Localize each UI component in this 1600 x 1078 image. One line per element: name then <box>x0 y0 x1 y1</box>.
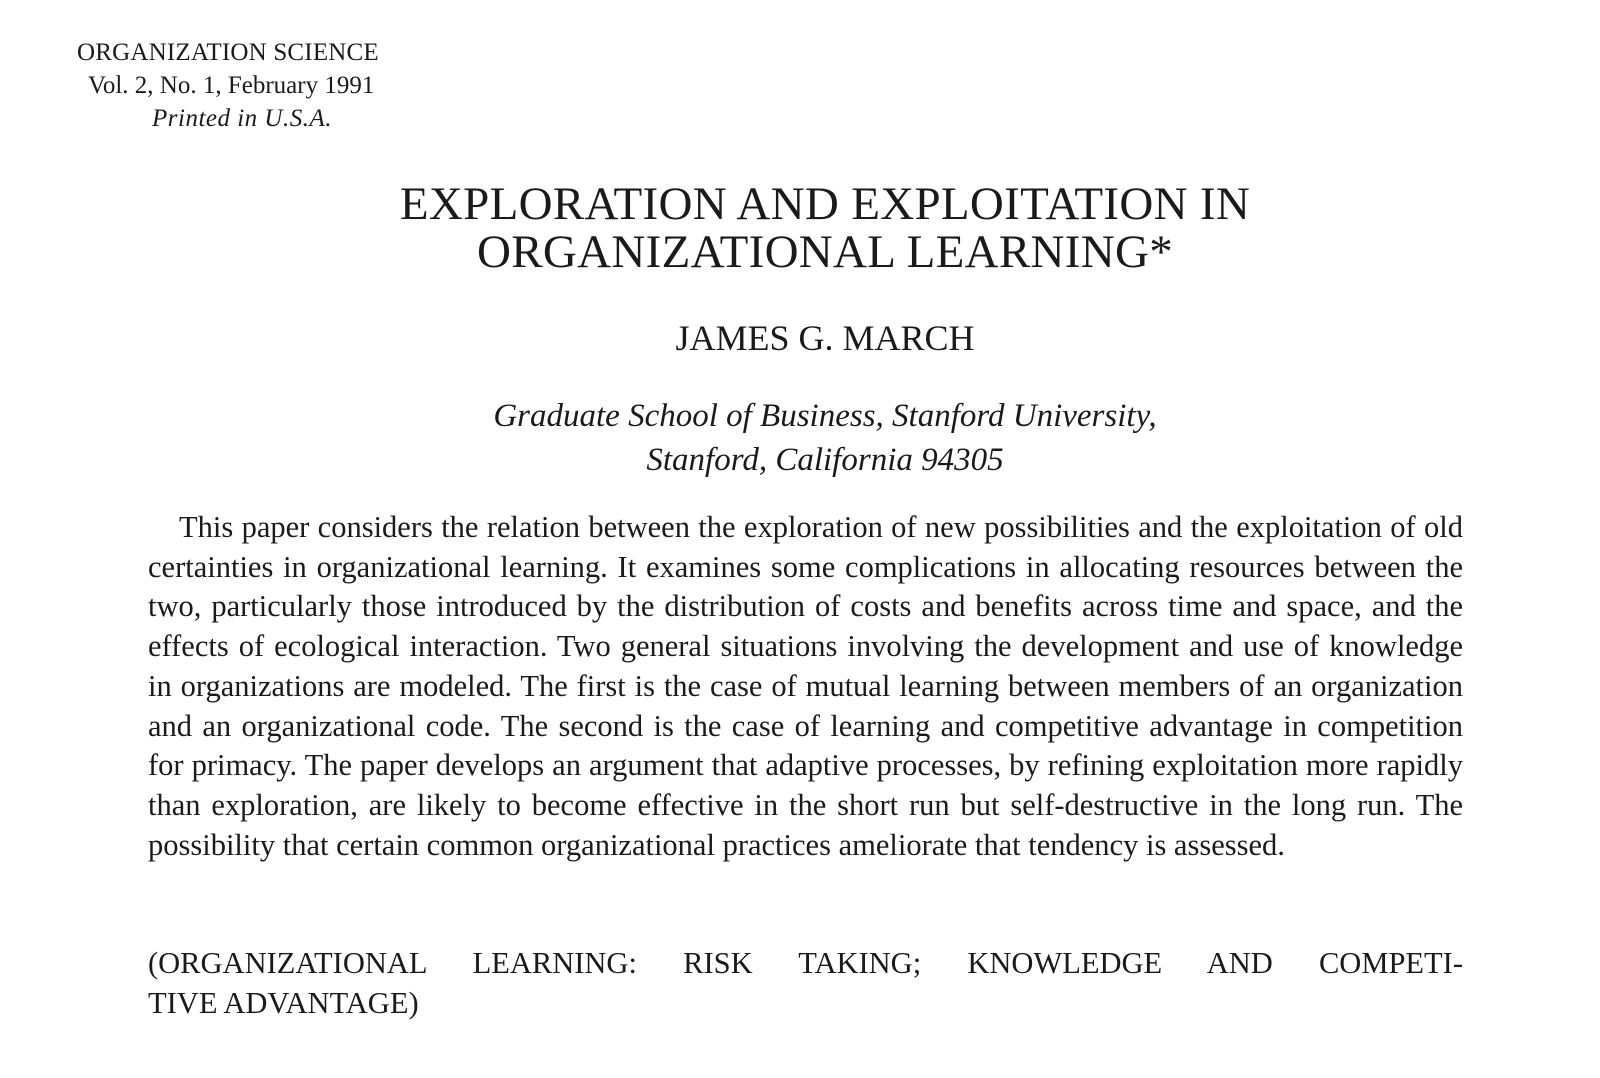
keywords <box>148 944 1463 1023</box>
author-affiliation <box>240 394 1410 482</box>
keywords-line-2: TIVE ADVANTAGE) <box>148 985 419 1020</box>
title-line-1: EXPLORATION AND EXPLOITATION IN <box>399 178 1251 230</box>
printed-in: Printed in U.S.A. <box>152 105 333 132</box>
abstract-text: This paper considers the relation between the exploration of new possibilities and the exploitation of old certainties in organizational learning. It examines some complications in allocating resources between the two, particularly those introduced by the distribution of costs and benefits across time and space, and the effects of ecological interaction. Two general situations involving the development and use of knowledge in organizations are modeled. The first is the case of mutual learning between members of an organization and an organizational code. The second is the case of learning and competitive advantage in competition for primacy. The paper develops an argument that adaptive processes, by refining exploitation more rapidly than exploration, are likely to become effective in the short run but self-destructive in the long run. The possibility that certain common organizational practices ameliorate that tendency is assessed. <box>148 510 1463 862</box>
keywords-line-1: (ORGANIZATIONAL LEARNING: RISK TAKING; KNOWLEDGE AND COMPETI- <box>148 946 1463 980</box>
journal-name: ORGANIZATION SCIENCE <box>77 39 379 66</box>
affiliation-line-1: Graduate School of Business, Stanford University, <box>493 398 1157 434</box>
article-title <box>240 180 1410 276</box>
volume-info: Vol. 2, No. 1, February 1991 <box>88 72 375 99</box>
affiliation-line-2: Stanford, California 94305 <box>646 442 1004 478</box>
author-name: JAMES G. MARCH <box>675 318 975 358</box>
title-line-2: ORGANIZATIONAL LEARNING* <box>477 226 1173 278</box>
